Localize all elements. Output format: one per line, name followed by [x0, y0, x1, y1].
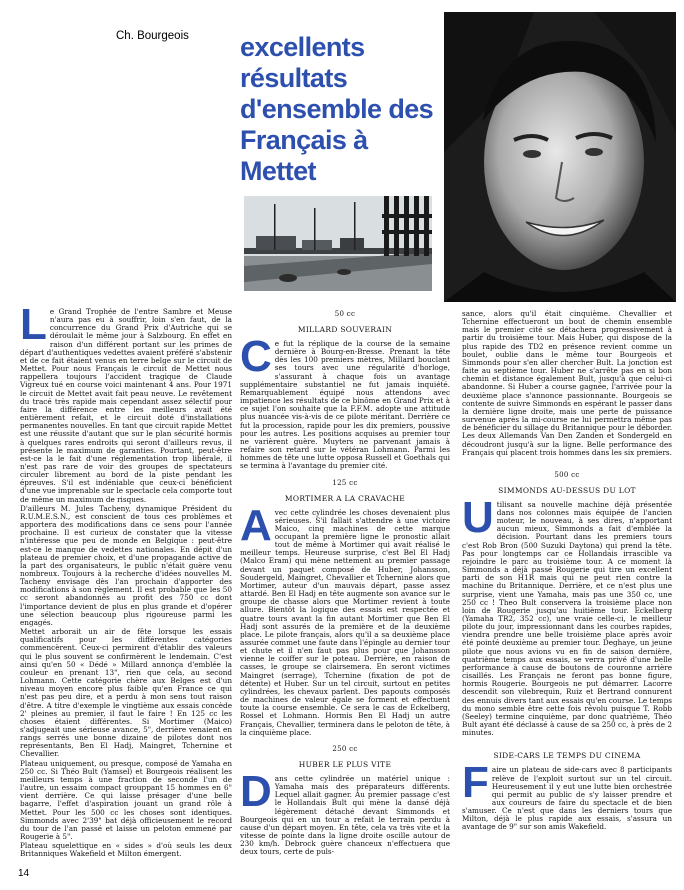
rider-portrait-image [444, 12, 676, 302]
section-heading-side-cars: SIDE-CARS LE TEMPS DU CINEMA [493, 751, 641, 761]
section-heading-250cc: 250 cc HUBER LE PLUS VITE [298, 744, 392, 769]
paragraph: Dans cette cylindrée un matériel unique : Yamaha mais des préparateurs différents. Lequel allait gagner. Au premier passage c'est le Hollandais Bult qui mène la dansé déjà légèrement détaché devant Simmonds et Bourgeois qui en un tour a refait le terrain perdu à cause d'un départ moyen. En tête, cela va très vite et la vitesse de pointe dans la ligne droite oscille autour de 230 km/h. Debrock guère chanceux n'effectuera que deux tours, certe de puls- [240, 766, 450, 857]
track-photo [244, 196, 432, 291]
dropcap: L [20, 300, 47, 349]
dropcap: U [462, 492, 494, 542]
paragraph: sance, alors qu'il était cinquième. Chevallier et Tchernine effectueront un bout de chemin ensemble mais le premier cité se détachera progressivement à partir du troisième tour. Mais Huber, qui dispose de la plus rapide des TD2 en présence revient comme un boulet, oublie dans le même tour Bourgeois et Simmonds pour s'en aller chercher Bult. La jonction est faite au septième tour. Huber ne s'arrête pas en si bon chemin et distance également Bult, jusqu'à que celui-ci abandonne. Si Huber a course gagnée, l'arrivée pour la deuxième place s'annonce passionnante. Bourgeois se contente de suivre Simmonds en espérant le passer dans la dernière ligne droite, mais une perte de puissance survenue après la mi-course ne lui permettra même pas de bénéficier du sillage du Britannique pour le déborder. Les deux Allemands Van Den Zanden et Sondergeld en découdront jusqu'à sur la ligne. Belle performance des Français qui placent trois hommes dans les six premiers. [462, 309, 672, 457]
article-column-1 [20, 300, 232, 859]
article-column-2 [240, 310, 450, 857]
dropcap: C [240, 332, 272, 381]
paragraph: Le Grand Trophée de l'entre Sambre et Meuse n'aura pas eu à souffrir, loin s'en faut, de la concurrence du Grand Prix d'Autriche qui se déroulait le même jour à Salzbourg. En effet en raison d'un différent portant sur les primes de départ d'authentiques vedettes avaient préféré s'abstenir et de ce fait étaient venus en terre belge sur le circuit de Mettet. Pour nous Français le circuit de Mettet nous rappellera toujours l'accident tragique de Claude Vigreux tué en course voici maintenant 4 ans. Pour 1971 le circuit de Mettet avait fait peau neuve. Le revêtement du tracé très rapide mais cependant assez sélectif pour faire la différence entre les meilleurs avait été entièrement refait, et le circuit doté d'installations permanentes nouvelles. En tant que circuit rapide Mettet est une réussite d'autant que sur le plan sécurité hormis à quelques rares endroits qui seront d'ailleurs revus, il présente le maximum de garanties. Pourtant, peut-être est-ce la le fait d'une réglementation trop libérale, il n'est pas rare de voir des groupes de spectateurs circuler librement au bord de la piste pendant les épreuves. S'il est indéniable que ceux-ci bénéficient d'une vue imprenable sur le spectacle cela comporte tout de même un maximum de risques. [20, 300, 232, 504]
paragraph: D'ailleurs M. Jules Tacheny, dynamique Président du R.U.M.E.S.N., est conscient de tous ces problèmes et apportera des modifications dans ce sens pour l'année prochaine. Il est curieux de constater que la vitesse n'intéresse que peu de monde en Belgique : peut-être est-ce le manque de vedettes nationales. En dépit d'un plateau de premier choix, et d'une propagande active de la part des organisateurs, le public n'était guère venu nombreux. Toujours à la recherche d'idées nouvelles M. Tacheny envisage dès l'an prochain d'apporter des modifications à son règlement. Il est probable que les 50 cc seront abandonnés au profit des 750 cc dont l'importance devient de plus en plus grande et d'opérer une sélection beaucoup plus rigoureuse parmi les engagés. [20, 503, 232, 627]
dropcap: A [240, 500, 272, 550]
byline: Ch. Bourgeois [116, 30, 189, 42]
paragraph: Ce fut la réplique de la course de la semaine dernière à Bourg-en-Bresse. Prenant la tête dès les 100 premiers mètres, Millard bouclant ses tours avec une régularité d'horloge, s'assurant à chaque fois un avantage supplémentaire substantiel ne fut jamais inquiété. Remarquablement équipé nous attendons avec impatience les résultats de ce binôme en Grand Prix et à ce sujet l'on souhaite que la F.F.M. adopte une attitude plus nuancée vis-à-vis de ce pilote méritant. Derrière ce fut la procession, rapide pour les dix premiers, poussive pour les autres. Les positions acquises au premier tour ne varièrent guère. Muyters ne parvenant jamais à refaire son retard sur le vétéran Lohmann. Parmi les hommes de tête une lutte opposa Russell et Goethals qui se termina à l'avantage du premier cité. [240, 332, 450, 471]
page-number: 14 [18, 868, 30, 879]
section-heading-50cc: 50 cc MILLARD SOUVERAIN [297, 310, 393, 334]
rider-portrait-photo [444, 12, 676, 302]
headline: excellents résultats d'ensemble des Français à Mettet [240, 32, 434, 186]
paragraph: Plateau squelettique en « sides » d'où seuls les deux Britanniques Wakefield et Milton émergent. [20, 841, 232, 859]
section-heading-125cc: 125 cc MORTIMER A LA CRAVACHE [284, 478, 406, 503]
article-column-3 [462, 310, 672, 833]
paragraph: Avec cette cylindrée les choses devenaient plus sérieuses. S'il fallait s'attendre à une victoire Maico, cinq machines de cette marque occupant la première ligne le pronostic allait tout de même à Mortimer qui avait réalisé le meilleur temps. Heureuse surprise, c'est Bel El Hadj (Malco Eram) qui mène nettement au premier passage devant un paquet composé de Huber, Johansson, Soudergeld, Maingret, Chevallier et Tchernine alors que Mortimer, auteur d'un mauvais départ, passe assez attardé. Ben El Hadj en tête augmente son avance sur le groupe de chasse alors que Mortimer revient à toute allure. Bientôt la logique des essais est respectée et quatre tours avant la fin autant Mortimer que Ben El Hadj sont assurés de la première et de la deuxième place. Le pilote français, alors qu'il a sa deuxième place assurée commet une faute dans l'épingle au dernier tour et chute et il n'en faut pas plus pour que Johansson vienne le coiffer sur le poteau. Derrière, en raison de casses, le groupe se clairsemera. En seront victimes Maingret (serrage), Tchernine (fixation de pot de détente) et Huber. Sur un tel circuit, surtout en petites cylindrées, les chevaux parlent. Des papouts composés de machines de valeur égale se forment et effectuent toute la course ensemble. Ce sera le cas de Eckelberg, Rossel et Lohmann. Hormis Ben El Hadj un autre Français, Chevallier, terminera dans le peloton de tête, à la cinquième place. [240, 500, 450, 737]
paragraph: Mettet arborait un air de fête lorsque les essais qualificatifs pour les différentes catégories commencèrent. Ceux-ci permirent d'établir des valeurs qui le plus souvent se confirmèrent le lendemain. C'est ainsi qu'en 50 « Dédé » Millard annonça d'emblée la couleur en prenant 13", rien que cela, au second Lohmann. Cette catégorie chère aux Belges est d'un niveau moyen encore plus faible qu'en France ce qui n'est pas peu dire, et a perdu à mon sens tout raison d'être. A titre d'exemple le vingtième aux essais concède 2' pleines au premier, il faut le faire ! En 125 cc les choses étaient différentes. Si Mortimer (Maico) s'adjugeait une sérieuse avance, 5", derrière venaient en rangs serrés une bonne dizaine de pilotes dont nos représentants, Ben El Hadj, Maingret, Tchernine et Chevallier. [20, 627, 232, 759]
dropcap: D [240, 766, 272, 816]
section-heading-500cc: 500 cc SIMMONDS AU-DESSUS DU LOT [498, 470, 636, 495]
paragraph: Plateau uniquement, ou presque, composé de Yamaha en 250 cc. Si Théo Bult (Yamsel) et Bourgeois réalisent les meilleurs temps à une fraction de seconde l'un de l'autre, un essaim compact grouppant 15 hommes en 6" vient derrière. Ce qui laisse présager d'une belle bagarre, l'effet d'aspiration jouant un grand rôle à Mettet. Pour les 500 cc les choses sont identiques. Simmonds avec 2'39" bat déjà officieusement le record du tour de l'an passé et laisse un peloton emmené par Rougerie à 5". [20, 758, 232, 841]
track-photo-image [244, 196, 432, 291]
dropcap: F [462, 758, 489, 808]
paragraph: Utilisant sa nouvelle machine déjà présentée dans nos colonnes mais équipée de l'ancien moteur, le nouveau, à ses dires, n'apportant aucun mieux, Simmonds a fait d'emblée la décision. Pourtant dans les premiers tours c'est Rob Bron (500 Suzuki Daytona) qui prend la tête. Pas pour longtemps car ce Hollandais irrascible va rejoindre le parc au troisième tour. A ce moment là Simmonds a déjà passé Rougerie qui tire un excellent parti de son H1R mais qui ne peut rien contre la machine du Britannique. Derrière, et ce n'est plus une surprise, vient une Yamaha, mais pas une 350 cc, une 250 cc ! Theo Bult conservera la troisième place non loin de Rougerie jusqu'au huitième tour. Eckelberg (Yamaha TR2, 352 cc), une vraie celle-ci, le meilleur pilote du jour, impressionnant dans les courbes rapides, viendra prendre une belle troisième place après avoir été pointé deuxième au premier tour. Deghaye, un jeune pilote que nous avions vu en fin de saison dernière, quatrième temps aux essais, se verra privé d'une belle performance à cause de boutons de couronne arrière cisaillés. Les Français ne feront pas bonne figure, hormis Rougerie. Bourgeois ne put démarrer. Lacorre descendit son vilebrequin, Ruiz et Bertrand connurent des ennuis divers tant aux essais qu'en course. Le temps du mono semble être cette fois révolu puisque T. Robb (Seeley) termine cinquième, par donc quatrième, Théo Bult ayant été déclassé à cause de sa 250 cc, à près de 2 minutes. [462, 492, 672, 738]
paragraph: Faire un plateau de side-cars avec 8 participants relève de l'exploit surtout sur un tel circuit. Heureusement il y eut une lutte bien orchestrée qui permit au public de s'y laisser prendre et aux coureurs de faire du spectacle et de bien s'amuser. Ce n'est que dans les derniers tours que Milton, déjà le plus rapide aux essais, s'assura un avantage de 9" sur son amis Wakefield. [462, 758, 672, 832]
